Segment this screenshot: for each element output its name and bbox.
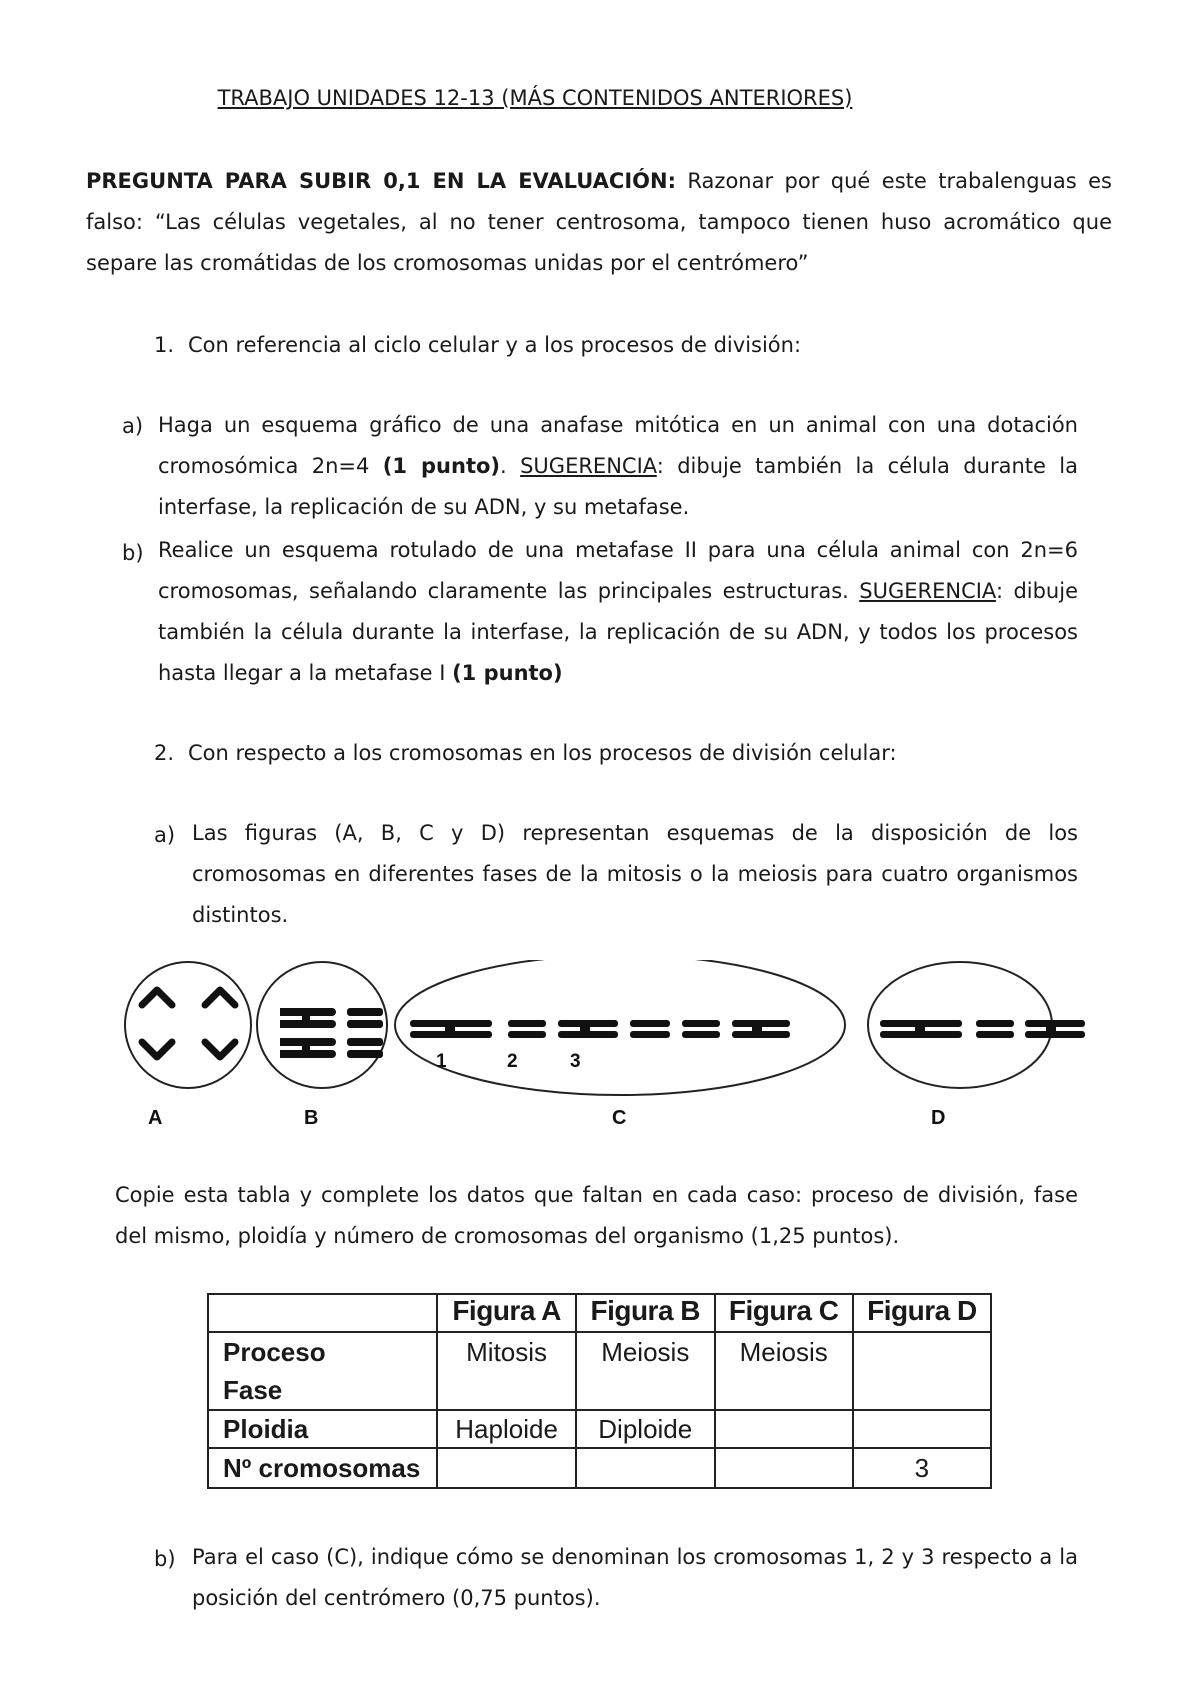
table-row-ploidia <box>208 1410 991 1448</box>
q1b-text <box>158 530 1078 694</box>
centromere-b1 <box>302 1014 310 1022</box>
table-cell: Mitosis <box>437 1332 576 1410</box>
chromosome-b8 <box>347 1050 383 1058</box>
figure-label-a: A <box>148 1107 163 1129</box>
q1b-text-part2: : dibuje también la célula durante la interfase, la replicación de su ADN, y todos los procesos hasta llegar a la metafase I <box>158 579 1078 685</box>
chromosome-number-2: 2 <box>507 1051 518 1072</box>
centromere-d1 <box>915 1025 925 1033</box>
centromere-b2 <box>302 1044 310 1052</box>
centromere-c3 <box>580 1025 590 1033</box>
table-header-figura-a: Figura A <box>437 1294 576 1332</box>
q1b-letter: b) <box>122 541 144 565</box>
chromosome-b5 <box>347 1008 383 1016</box>
q1a-hint: SUGERENCIA <box>520 454 657 478</box>
document-title: TRABAJO UNIDADES 12-13 (MÁS CONTENIDOS ANTERIORES) <box>217 86 853 110</box>
cell-a-outline <box>125 962 251 1088</box>
table-cell: 3 <box>853 1448 991 1488</box>
chromosome-b7 <box>347 1038 383 1046</box>
q1a-points: (1 punto) <box>382 454 501 478</box>
table-header-figura-d: Figura D <box>853 1294 991 1332</box>
chromosome-c4-bottom <box>630 1031 670 1038</box>
row-label-cromosomas: Nº cromosomas <box>208 1448 437 1488</box>
table-cell <box>437 1448 576 1488</box>
chromosome-c4-top <box>630 1020 670 1027</box>
q1b-text-part1: Realice un esquema rotulado de una metafase II para una célula animal con 2n=6 cromosomas, señalando claramente las principales estructuras. <box>158 538 1078 603</box>
q1-intro: Con referencia al ciclo celular y a los procesos de división: <box>188 333 802 357</box>
bonus-text: Razonar por qué este trabalenguas es falso: “Las células vegetales, al no tener centrosoma, tampoco tienen huso acromático que separe las cromátidas de los cromosomas unidas por el centrómero” <box>86 169 1112 275</box>
chromatid-a3 <box>142 1042 172 1057</box>
chromatid-a2 <box>205 990 235 1005</box>
chromosome-number-3: 3 <box>570 1051 581 1072</box>
chromatid-a1 <box>142 990 172 1005</box>
table-row-cromosomas <box>208 1448 991 1488</box>
bonus-question <box>86 161 1112 284</box>
q1a-letter: a) <box>122 414 144 438</box>
results-table <box>207 1293 992 1489</box>
q2-number: 2. <box>154 741 175 765</box>
table-header-figura-c: Figura C <box>715 1294 853 1332</box>
chromosome-number-1: 1 <box>436 1051 447 1072</box>
q1a-text <box>158 405 1078 528</box>
q2a-text: Las figuras (A, B, C y D) representan esquemas de la disposición de los cromosomas en diferentes fases de la mitosis o la meiosis para cuatro organismos distintos. <box>192 821 1078 927</box>
chromosome-c2-top <box>508 1020 546 1027</box>
row-label-proceso: Proceso <box>223 1337 326 1367</box>
row-label-ploidia: Ploidia <box>208 1410 437 1448</box>
chromosome-b6 <box>347 1020 383 1028</box>
chromosome-c2-bottom <box>508 1031 546 1038</box>
table-cell <box>853 1410 991 1448</box>
chromosome-c5-bottom <box>682 1031 720 1038</box>
table-cell <box>853 1332 991 1410</box>
bonus-label: PREGUNTA PARA SUBIR 0,1 EN LA EVALUACIÓN: <box>86 169 676 193</box>
table-cell: Meiosis <box>576 1332 715 1410</box>
table-cell: Meiosis <box>715 1332 853 1410</box>
chromosome-d2-top <box>976 1020 1014 1027</box>
centromere-d3 <box>1046 1025 1056 1033</box>
row-label-fase: Fase <box>223 1375 283 1405</box>
table-cell: Diploide <box>576 1410 715 1448</box>
figure-label-c: C <box>612 1107 627 1129</box>
row-label-proceso-fase <box>208 1332 437 1410</box>
q1a-text-part2: . <box>500 454 521 478</box>
centromere-c1 <box>445 1025 455 1033</box>
table-cell <box>715 1410 853 1448</box>
table-header-figura-b: Figura B <box>576 1294 715 1332</box>
q1b-hint: SUGERENCIA <box>859 579 996 603</box>
chromosome-d2-bottom <box>976 1031 1014 1038</box>
q2-intro: Con respecto a los cromosomas en los procesos de división celular: <box>188 741 897 765</box>
table-header-empty <box>208 1294 437 1332</box>
q2b-letter: b) <box>154 1547 176 1571</box>
q1a-text-part1: Haga un esquema gráfico de una anafase mitótica en un animal con una dotación cromosómica 2n=4 <box>158 413 1078 478</box>
figure-label-d: D <box>931 1107 946 1129</box>
chromosome-figure <box>110 960 1100 1140</box>
q1b-points: (1 punto) <box>452 661 563 685</box>
q1a-text-part3: : dibuje también la célula durante la interfase, la replicación de su ADN, y su metafase. <box>158 454 1079 519</box>
centromere-c6 <box>752 1025 762 1033</box>
table-cell <box>576 1448 715 1488</box>
figure-label-b: B <box>304 1107 319 1129</box>
table-header-row <box>208 1294 991 1332</box>
table-cell: Haploide <box>437 1410 576 1448</box>
q2b-text: Para el caso (C), indique cómo se denominan los cromosomas 1, 2 y 3 respecto a la posición del centrómero (0,75 puntos). <box>192 1545 1078 1610</box>
chromatid-a4 <box>205 1042 235 1057</box>
table-instructions: Copie esta tabla y complete los datos que faltan en cada caso: proceso de división, fase del mismo, ploidía y número de cromosomas del organismo (1,25 puntos). <box>115 1183 1078 1248</box>
table-row-proceso <box>208 1332 991 1410</box>
chromosome-c5-top <box>682 1020 720 1027</box>
q1-number: 1. <box>154 333 175 357</box>
cell-c-outline <box>395 960 845 1095</box>
table-cell <box>715 1448 853 1488</box>
q2a-letter: a) <box>154 823 176 847</box>
